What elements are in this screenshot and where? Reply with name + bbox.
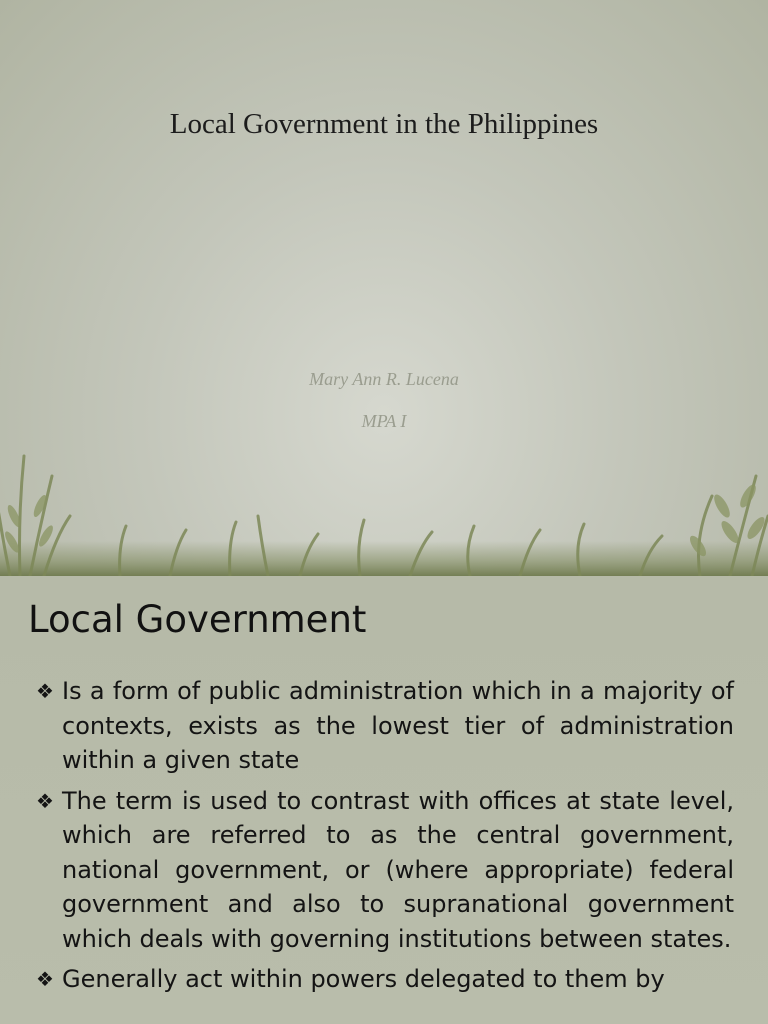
author-name: Mary Ann R. Lucena [309, 369, 459, 389]
list-item: ❖ The term is used to contrast with offices at state level, which are referred to as the central government, national government, or (where appropriate) federal government and also to supranational government which deals with governing institutions between states. [36, 784, 734, 957]
list-item: ❖ Is a form of public administration which in a majority of contexts, exists as the lowest tier of administration within a given state [36, 674, 734, 778]
presentation-title: Local Government in the Philippines [169, 108, 599, 140]
course-name: MPA I [361, 411, 407, 431]
grass-decoration-icon [0, 446, 768, 576]
diamond-bullet-icon: ❖ [36, 788, 54, 813]
bullet-list [36, 674, 734, 1003]
list-item: ❖ Generally act within powers delegated to them by [36, 962, 734, 997]
diamond-bullet-icon: ❖ [36, 967, 54, 991]
slide-heading: Local Government [28, 598, 367, 641]
diamond-bullet-icon: ❖ [36, 679, 54, 703]
